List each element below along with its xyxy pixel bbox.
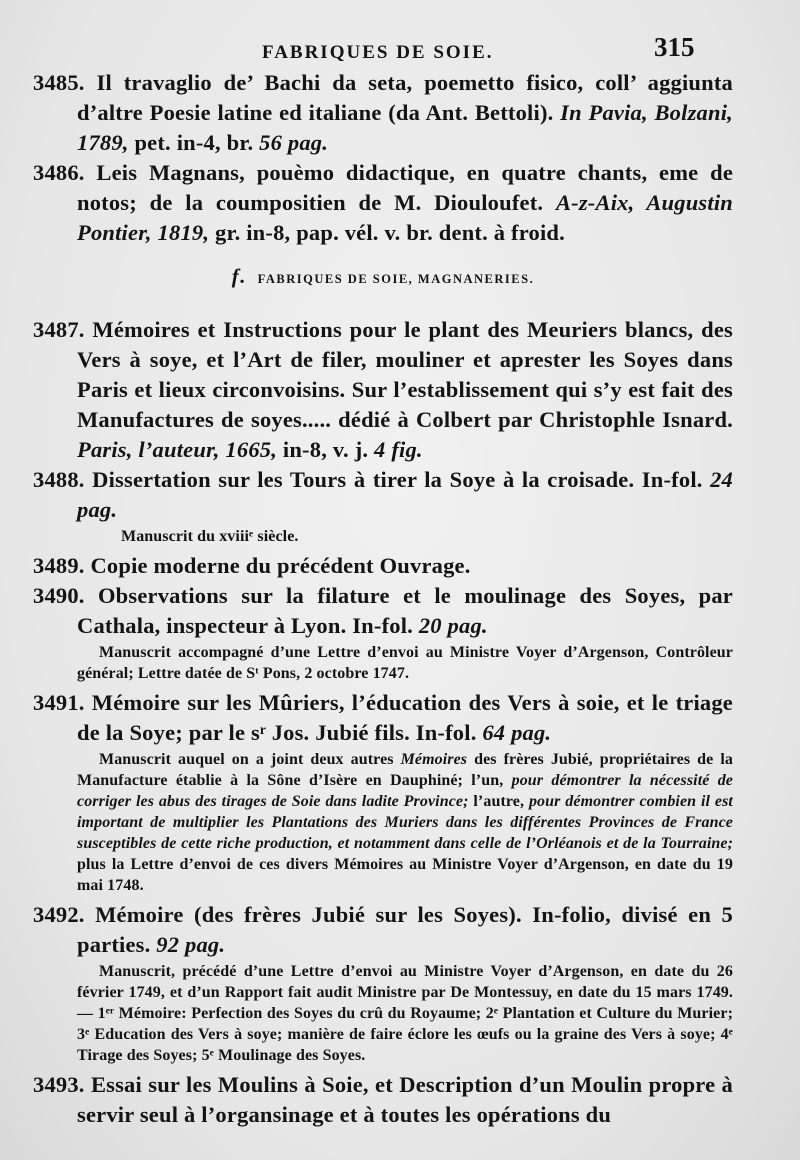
section-letter: f. xyxy=(231,264,248,288)
catalogue-entry xyxy=(33,551,733,581)
entry-number: 3488. xyxy=(33,467,85,492)
entry-number: 3493. xyxy=(33,1072,85,1097)
page-number: 315 xyxy=(654,32,695,62)
catalogue-entry xyxy=(33,465,733,525)
entry-number: 3486. xyxy=(33,160,85,185)
entry-note: Manuscrit auquel on a joint deux autres Mémoires des frères Jubié, propriétaires de la Manufacture établie à la Sône d’Isère en Dauphiné; l’un, pour démontrer la nécessité de corriger les abus des tirages de Soie dans ladite Province; l’autre, pour démontrer combien il est important de multiplier les Plantations des Muriers dans les différentes Provinces de France susceptibles de cette riche production, et notamment dans celle de l’Orléanois et de la Tourraine; plus la Lettre d’envoi de ces divers Mémoires au Ministre Voyer d’Argenson, en date du 19 mai 1748. xyxy=(77,751,734,894)
entry-format: gr. in-8, pap. vél. v. br. dent. à froid. xyxy=(209,220,565,245)
entry-title: Observations sur la filature et le moulinage des Soyes, par Cathala, inspecteur à Lyon. In-fol. xyxy=(77,583,733,638)
catalogue-entry xyxy=(33,900,733,960)
entry-title: Mémoire (des frères Jubié sur les Soyes). In-folio, divisé en 5 parties. xyxy=(77,902,733,957)
catalogue-entry xyxy=(33,68,733,158)
section-title: FABRIQUES DE SOIE, MAGNANERIES. xyxy=(257,272,535,286)
page-header xyxy=(0,32,800,72)
entry-number: 3489. xyxy=(33,553,85,578)
entry-imprint: A-z-Aix, Augustin Pontier, 1819, xyxy=(77,190,733,245)
catalogue-entry xyxy=(33,581,733,641)
entry-number: 3491. xyxy=(33,690,85,715)
entry-format: in-8, v. j. xyxy=(277,437,375,462)
entry-imprint: Paris, l’auteur, 1665, xyxy=(77,437,278,462)
entry-pages: 92 pag. xyxy=(156,932,226,957)
entry-title: Leis Magnans, pouèmo didactique, en quatre chants, eme de notos; de la coumpositien de M. Diouloufet. xyxy=(77,160,734,215)
entry-note: Manuscrit, précédé d’une Lettre d’envoi au Ministre Voyer d’Argenson, en date du 26 février 1749, et d’un Rapport fait audit Ministre par De Montessuy, en date du 15 mars 1749. — 1ᵉʳ Mémoire: Perfection des Soyes du crû du Royaume; 2ᵉ Plantation et Culture du Murier; 3ᵉ Education des Vers à soye; manière de faire éclore les œufs ou la graine des Vers à soye; 4ᵉ Tirage des Soyes; 5ᵉ Moulinage des Soyes. xyxy=(77,963,733,1064)
entry-title: Copie moderne du précédent Ouvrage. xyxy=(90,553,471,578)
entry-number: 3485. xyxy=(33,70,85,95)
section-heading xyxy=(33,264,733,289)
entry-title: Mémoires et Instructions pour le plant des Meuriers blancs, des Vers à soye, et l’Art de filer, mouliner et aprester les Soyes dans Paris et lieux circonvoisins. Sur l’establissement qui s’y est fait des Manufactures de soyes..... dédié à Colbert par Christophle Isnard. xyxy=(77,317,733,432)
catalogue-entry xyxy=(33,688,733,748)
entry-pages: 56 pag. xyxy=(259,130,329,155)
running-head: FABRIQUES DE SOIE. xyxy=(262,42,494,63)
entry-title: Il travaglio de’ Bachi da seta, poemetto fisico, coll’ aggiunta d’altre Poesie latine ed italiane (da Ant. Bettoli). xyxy=(77,70,733,125)
entry-number: 3492. xyxy=(33,902,85,927)
entry-pages: 20 pag. xyxy=(418,613,488,638)
catalogue-content xyxy=(33,68,733,1130)
entry-number: 3487. xyxy=(33,317,85,342)
catalogue-entry xyxy=(33,1070,733,1130)
entry-pages: 4 fig. xyxy=(374,437,423,462)
entry-title: Essai sur les Moulins à Soie, et Description d’un Moulin propre à servir seul à l’organsinage et à toutes les opérations du xyxy=(77,1072,734,1127)
entry-note: Manuscrit du xviiiᵉ siècle. xyxy=(121,528,299,545)
catalogue-entry xyxy=(33,315,733,465)
entry-title: Dissertation sur les Tours à tirer la Soye à la croisade. In-fol. xyxy=(92,467,711,492)
entry-note: Manuscrit accompagné d’une Lettre d’envoi au Ministre Voyer d’Argenson, Contrôleur général; Lettre datée de Sᵗ Pons, 2 octobre 1747. xyxy=(77,644,733,682)
entry-pages: 64 pag. xyxy=(482,720,552,745)
entry-number: 3490. xyxy=(33,583,85,608)
entry-imprint: In Pavia, Bolzani, 1789, xyxy=(77,100,733,155)
entry-format: pet. in-4, br. xyxy=(128,130,260,155)
entry-title: Mémoire sur les Mûriers, l’éducation des Vers à soie, et le triage de la Soye; par le sʳ Jos. Jubié fils. In-fol. xyxy=(77,690,733,745)
catalogue-entry xyxy=(33,158,733,248)
entry-pages: 24 pag. xyxy=(77,467,734,522)
